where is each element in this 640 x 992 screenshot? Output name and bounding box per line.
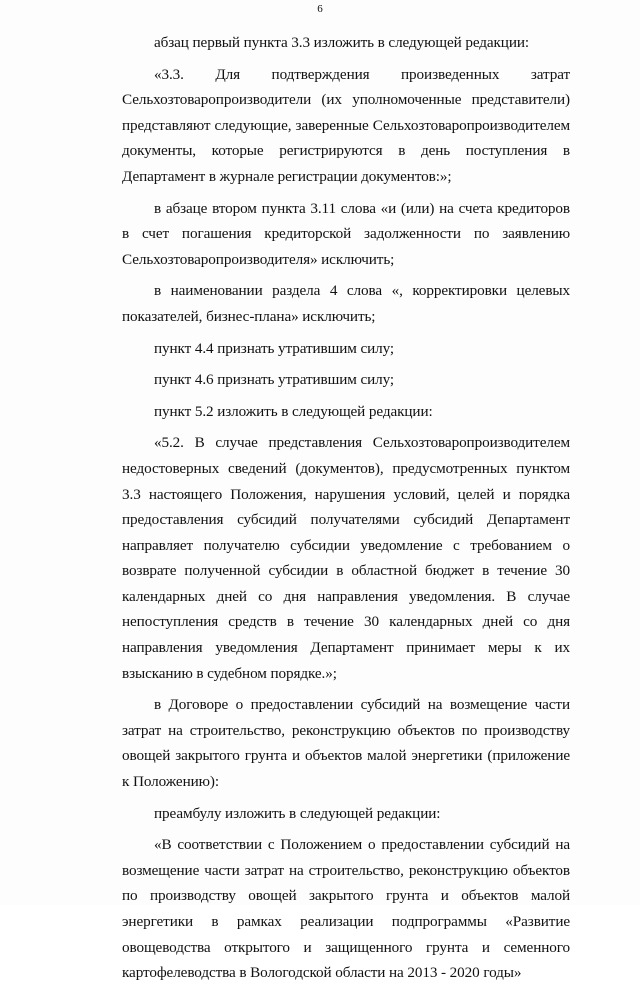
paragraph: в Договоре о предоставлении субсидий на возмещение части затрат на строительство, реконструкцию объектов по производству овощей закрытого грунта и объектов малой энергетики (приложение к Положению):: [122, 696, 570, 791]
paragraph: пункт 4.4 признать утратившим силу;: [154, 339, 395, 357]
paragraph: преамбулу изложить в следующей редакции:: [154, 804, 441, 822]
paragraph: «В соответствии с Положением о предоставлении субсидий на возмещение части затрат на строительство, реконструкцию объектов по производству овощей закрытого грунта и объектов малой энергетики в рамках реализации подпрограммы «Развитие овощеводства открытого и защищенного грунта и семенного картофелеводства в Вологодской области на 2013 - 2020 годы»: [122, 836, 570, 982]
paragraph: пункт 5.2 изложить в следующей редакции:: [154, 402, 433, 420]
paragraph: «5.2. В случае представления Сельхозтоваропроизводителем недостоверных сведений (документов), предусмотренных пунктом 3.3 настоящего Положения, нарушения условий, целей и порядка предоставления субсидий получателями субсидий Департамент направляет получателю субсидии уведомление с требованием о возврате полученной субсидии в областной бюджет в течение 30 календарных дней со дня направления уведомления. В случае непоступления средств в течение 30 календарных дней со дня направления уведомления Департамент принимает меры к их взысканию в судебном порядке.»;: [122, 434, 570, 682]
paragraph: в абзаце втором пункта 3.11 слова «и (или) на счета кредиторов в счет погашения кредиторской задолженности по заявлению Сельхозтоваропроизводителя» исключить;: [122, 199, 570, 268]
document-body: [122, 30, 570, 992]
paragraph: «3.3. Для подтверждения произведенных затрат Сельхозтоваропроизводители (их уполномоченные представители) представляют следующие, заверенные Сельхозтоваропроизводителем документы, которые регистрируются в день поступления в Департамент в журнале регистрации документов:»;: [122, 65, 570, 185]
paragraph: пункт 4.6 признать утратившим силу;: [154, 371, 395, 389]
paragraph: в наименовании раздела 4 слова «, корректировки целевых показателей, бизнес-плана» исключить;: [122, 282, 570, 325]
page-number: 6: [317, 3, 323, 15]
paragraph: абзац первый пункта 3.3 изложить в следующей редакции:: [154, 34, 530, 51]
